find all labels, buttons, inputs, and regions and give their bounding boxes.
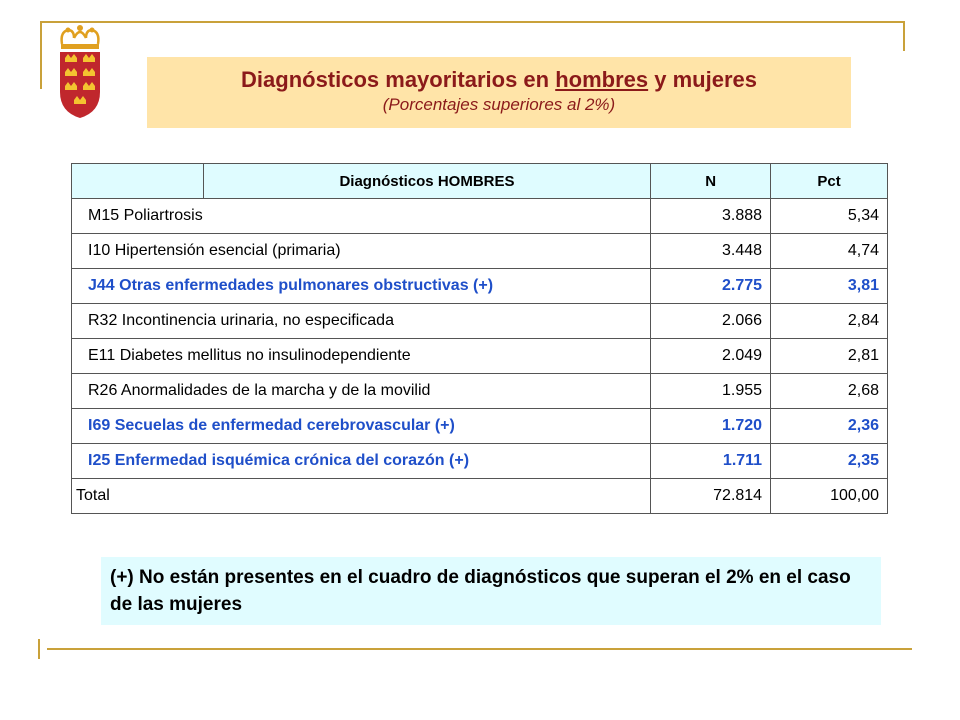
count-cell: 2.775 bbox=[651, 269, 771, 304]
page-subtitle: (Porcentajes superiores al 2%) bbox=[382, 95, 616, 114]
count-cell: 3.888 bbox=[651, 199, 771, 234]
count-cell: 1.955 bbox=[651, 374, 771, 409]
title-suffix: y mujeres bbox=[648, 67, 757, 92]
percent-cell: 2,81 bbox=[771, 339, 888, 374]
table-row bbox=[72, 269, 888, 304]
diagnosis-name-cell: R32 Incontinencia urinaria, no especificada bbox=[72, 304, 651, 339]
table-row bbox=[72, 374, 888, 409]
header-n: N bbox=[651, 164, 771, 199]
table-row bbox=[72, 304, 888, 339]
diagnosis-name-cell: I10 Hipertensión esencial (primaria) bbox=[72, 234, 651, 269]
count-cell: 2.049 bbox=[651, 339, 771, 374]
count-cell: 1.720 bbox=[651, 409, 771, 444]
header-empty bbox=[72, 164, 204, 199]
right-rule bbox=[903, 21, 905, 51]
diagnostics-table bbox=[71, 163, 888, 514]
percent-cell: 2,36 bbox=[771, 409, 888, 444]
page-title bbox=[147, 67, 851, 93]
table-header-row bbox=[72, 164, 888, 199]
total-percent-cell: 100,00 bbox=[771, 479, 888, 514]
table-row bbox=[72, 339, 888, 374]
table-row bbox=[72, 444, 888, 479]
count-cell: 1.711 bbox=[651, 444, 771, 479]
diagnosis-name-cell: M15 Poliartrosis bbox=[72, 199, 651, 234]
count-cell: 2.066 bbox=[651, 304, 771, 339]
diagnosis-name-cell: J44 Otras enfermedades pulmonares obstructivas (+) bbox=[72, 269, 651, 304]
title-prefix: Diagnósticos mayoritarios en bbox=[241, 67, 556, 92]
header-pct: Pct bbox=[771, 164, 888, 199]
diagnosis-name-cell: E11 Diabetes mellitus no insulinodependiente bbox=[72, 339, 651, 374]
table-row bbox=[72, 409, 888, 444]
header-diagnosticos: Diagnósticos HOMBRES bbox=[203, 164, 650, 199]
diagnosis-name-cell: I25 Enfermedad isquémica crónica del corazón (+) bbox=[72, 444, 651, 479]
total-count-cell: 72.814 bbox=[651, 479, 771, 514]
murcia-coat-of-arms-icon bbox=[52, 22, 108, 122]
diagnosis-name-cell: R26 Anormalidades de la marcha y de la movilid bbox=[72, 374, 651, 409]
percent-cell: 2,84 bbox=[771, 304, 888, 339]
footnote: (+) No están presentes en el cuadro de diagnósticos que superan el 2% en el caso de las mujeres bbox=[101, 557, 881, 625]
title-underlined-word: hombres bbox=[555, 67, 649, 92]
table-row bbox=[72, 234, 888, 269]
percent-cell: 3,81 bbox=[771, 269, 888, 304]
top-rule bbox=[40, 21, 905, 23]
percent-cell: 2,68 bbox=[771, 374, 888, 409]
table-row bbox=[72, 199, 888, 234]
percent-cell: 2,35 bbox=[771, 444, 888, 479]
percent-cell: 4,74 bbox=[771, 234, 888, 269]
percent-cell: 5,34 bbox=[771, 199, 888, 234]
title-box bbox=[147, 57, 851, 128]
left-rule bbox=[40, 21, 42, 89]
total-label-cell: Total bbox=[72, 479, 651, 514]
bottom-left-rule bbox=[38, 639, 40, 659]
diagnosis-name-cell: I69 Secuelas de enfermedad cerebrovascular (+) bbox=[72, 409, 651, 444]
count-cell: 3.448 bbox=[651, 234, 771, 269]
table-total-row bbox=[72, 479, 888, 514]
bottom-rule bbox=[47, 648, 912, 650]
